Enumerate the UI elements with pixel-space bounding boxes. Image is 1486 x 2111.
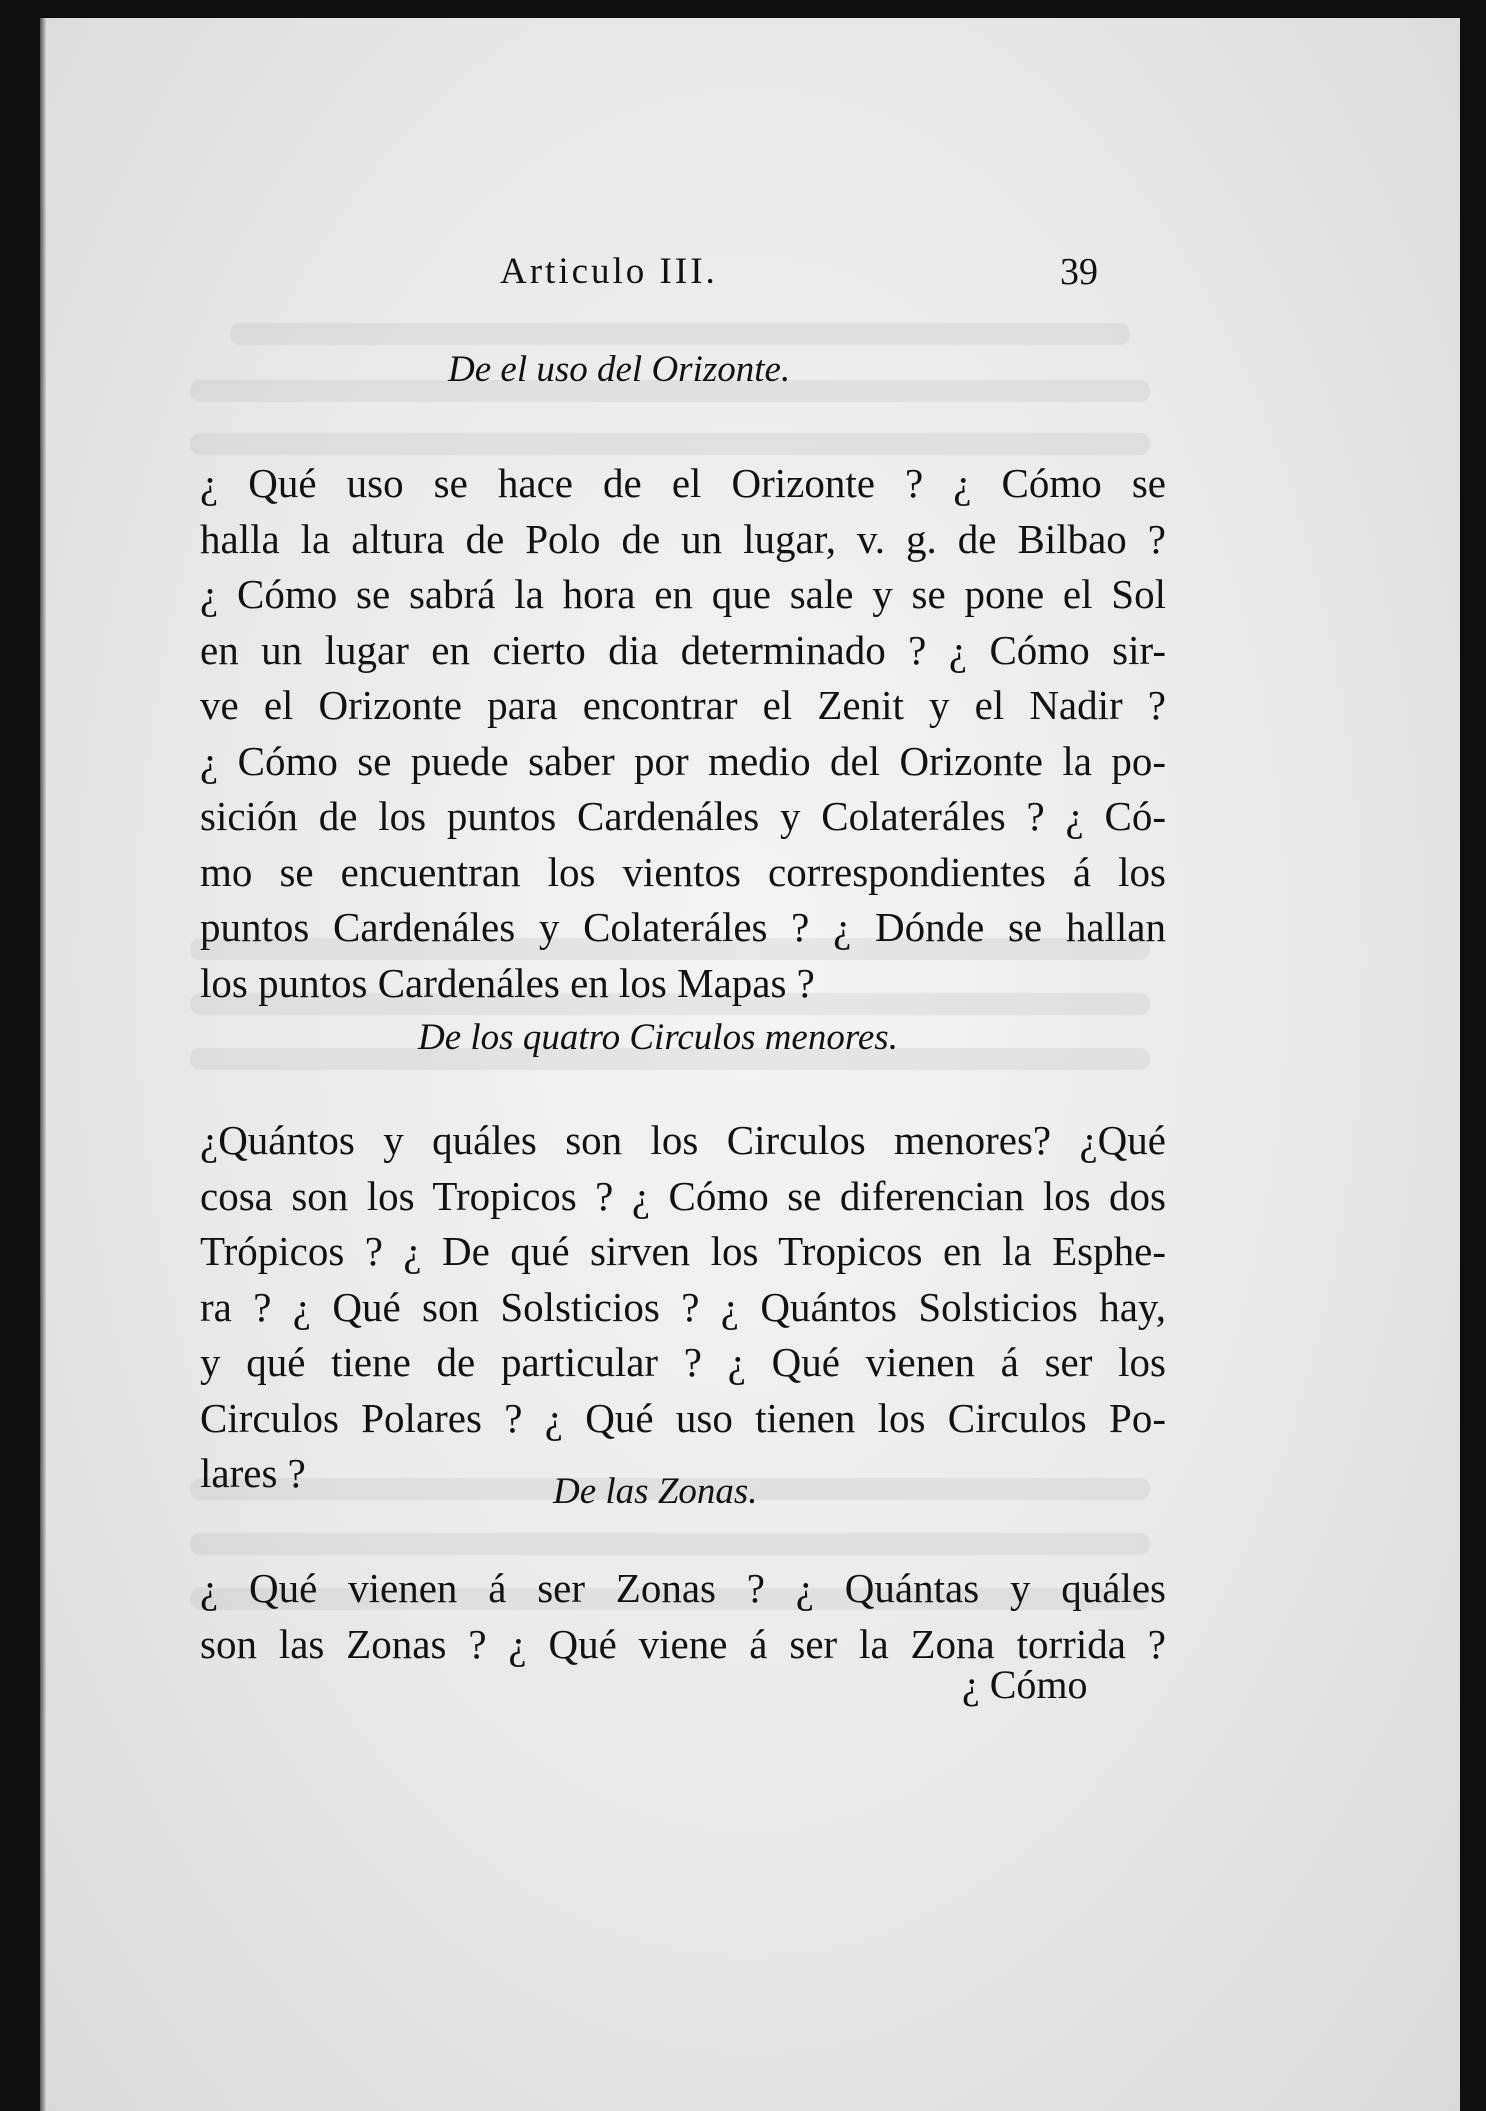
text-line: ¿ Qué vienen á ser Zonas ? ¿ Quántas y quáles: [200, 1565, 1166, 1611]
text-line: ¿ Cómo se sabrá la hora en que sale y se pone el Sol: [200, 571, 1166, 617]
text-line: ¿Quántos y quáles son los Circulos menores? ¿Qué: [200, 1117, 1166, 1163]
text-line: ve el Orizonte para encontrar el Zenit y el Nadir ?: [200, 682, 1166, 728]
page-edge-shadow: [40, 18, 46, 2111]
text-line: halla la altura de Polo de un lugar, v. g. de Bilbao ?: [200, 515, 1166, 562]
show-through-texture: [40, 18, 1460, 2111]
text-line: en un lugar en cierto dia determinado ? ¿ Cómo sir-: [200, 626, 1166, 673]
book-page: [40, 18, 1460, 2111]
section-paragraph: [200, 1113, 1166, 1502]
text-line: cosa son los Tropicos ? ¿ Cómo se diferencian los dos: [200, 1172, 1166, 1219]
page-number: 39: [1060, 251, 1098, 293]
text-line: mo se encuentran los vientos correspondientes á los: [200, 848, 1166, 895]
text-line: los puntos Cardenáles en los Mapas ?: [200, 959, 815, 1006]
running-head: Articulo III.: [500, 251, 718, 292]
section-heading: De los quatro Circulos menores.: [418, 1017, 898, 1058]
text-line: ¿ Qué uso se hace de el Orizonte ? ¿ Cómo se: [200, 460, 1166, 506]
section-paragraph: [200, 1561, 1166, 1672]
section-heading: De las Zonas.: [553, 1471, 758, 1512]
text-line: lares ?: [200, 1450, 306, 1496]
text-line: ¿ Cómo se puede saber por medio del Orizonte la po-: [200, 737, 1166, 784]
text-line: son las Zonas ? ¿ Qué viene á ser la Zona torrida ?: [200, 1620, 1166, 1667]
text-line: Circulos Polares ? ¿ Qué uso tienen los Circulos Po-: [200, 1394, 1166, 1441]
text-line: puntos Cardenáles y Colateráles ? ¿ Dónde se hallan: [200, 904, 1166, 950]
text-line: ra ? ¿ Qué son Solsticios ? ¿ Quántos Solsticios hay,: [200, 1283, 1166, 1330]
section-heading: De el uso del Orizonte.: [448, 349, 791, 390]
text-line: sición de los puntos Cardenáles y Colateráles ? ¿ Có-: [200, 793, 1166, 839]
section-paragraph: [200, 456, 1166, 1011]
catchword: ¿ Cómo: [962, 1662, 1088, 1707]
text-line: y qué tiene de particular ? ¿ Qué vienen á ser los: [200, 1339, 1166, 1385]
text-line: Trópicos ? ¿ De qué sirven los Tropicos en la Esphe-: [200, 1228, 1166, 1274]
